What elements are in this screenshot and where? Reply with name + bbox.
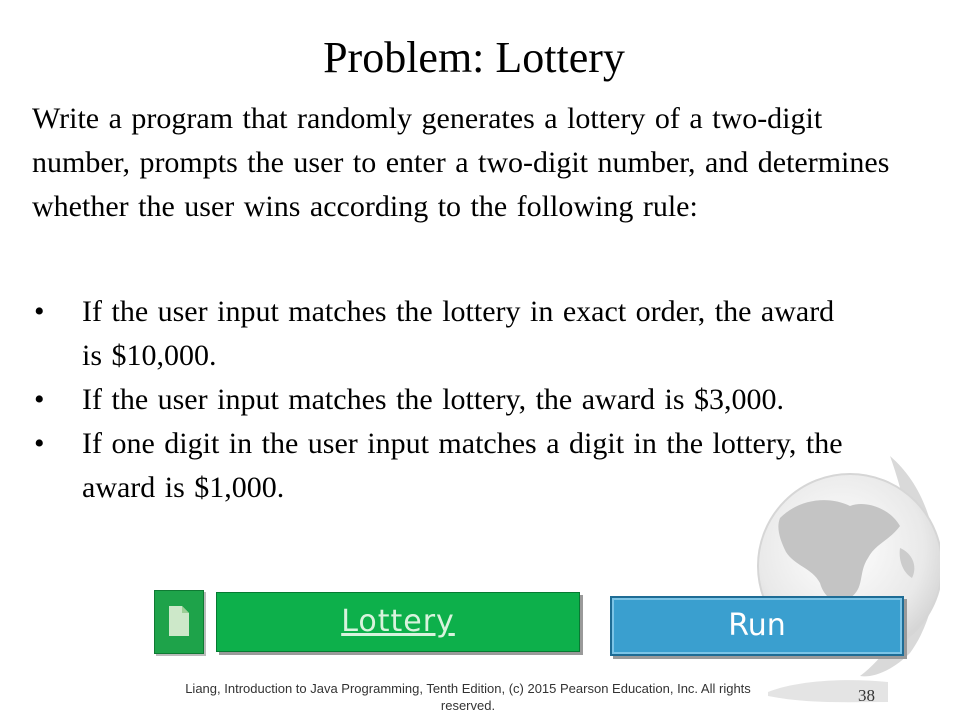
list-item [34, 290, 854, 378]
rule-text: If one digit in the user input matches a digit in the lottery, the award is $1,000. [82, 427, 843, 504]
footer-copyright: Liang, Introduction to Java Programming, Tenth Edition, (c) 2015 Pearson Education, Inc. All rights reserved. [185, 681, 751, 713]
intro-paragraph: Write a program that randomly generates a lottery of a two-digit number, prompts the user to enter a two-digit number, and determines whether the user wins according to the following rule: [32, 102, 890, 223]
bullet-icon: • [34, 383, 45, 416]
lottery-source-button[interactable] [216, 592, 580, 652]
run-button[interactable]: Run [610, 596, 904, 656]
bullet-icon: • [34, 295, 45, 328]
rule-text: If the user input matches the lottery in exact order, the award is $10,000. [82, 295, 835, 372]
list-item [34, 378, 854, 422]
lottery-link[interactable]: Lottery [341, 604, 455, 639]
list-item [34, 422, 854, 510]
page-number: 38 [858, 686, 875, 705]
rule-text: If the user input matches the lottery, the award is $3,000. [82, 383, 785, 416]
slide-title: Problem: Lottery [323, 33, 625, 82]
rules-list [34, 290, 854, 510]
file-icon [169, 606, 189, 636]
bullet-icon: • [34, 427, 45, 460]
open-file-button[interactable] [154, 590, 204, 654]
